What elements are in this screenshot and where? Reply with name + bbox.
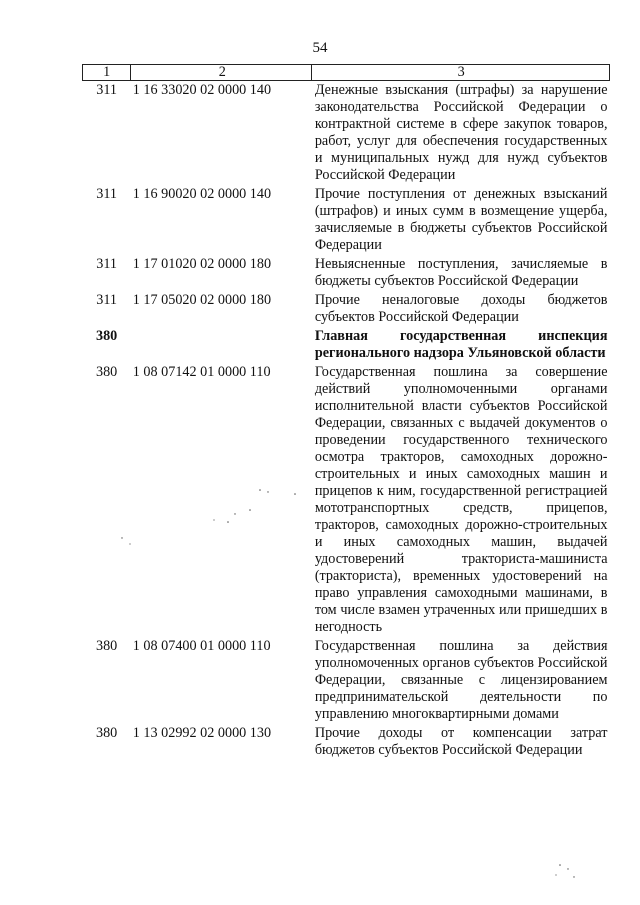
admin-code-cell: 380 [95,364,118,380]
revenue-codes-table [82,64,610,760]
table-row [83,81,610,186]
description-cell: Денежные взыскания (штрафы) за нарушение законодательства Российской Федерации о контрактной системе в сфере закупок товаров, работ, услуг для обеспечения государственных и муниципальных нужд для нужд субъектов Российской Федерации [314,82,608,183]
admin-code-cell: 311 [96,82,117,98]
table-row [83,185,610,255]
description-cell: Невыясненные поступления, зачисляемые в бюджеты субъектов Российской Федерации [314,256,608,289]
scan-noise-marks [550,855,590,885]
admin-code-cell: 311 [96,186,117,202]
kbk-code-cell: 1 16 90020 02 0000 140 [132,186,272,202]
kbk-code-cell [131,327,312,363]
table-row [83,291,610,327]
description-cell: Государственная пошлина за совершение действий уполномоченными органами исполнительной власти субъектов Российской Федерации, связанных с выдачей документов о проведении государственного технического осмотра тракторов, самоходных дорожно-строительных и иных самоходных машин и прицепов к ним, государственной регистрацией мототранспортных средств, прицепов, тракторов, самоходных дорожно-строительных и иных самоходных машин, выдачей удостоверений тракториста-машиниста (тракториста), временных удостоверений на право управления самоходными машинами, в том числе взамен утраченных или пришедших в негодность [314,364,608,635]
admin-code-cell: 380 [95,328,118,344]
table-row [83,637,610,724]
kbk-code-cell: 1 08 07142 01 0000 110 [132,364,271,380]
table-row [83,363,610,637]
column-header-1: 1 [83,65,131,81]
admin-code-cell: 311 [96,256,117,272]
kbk-code-cell: 1 13 02992 02 0000 130 [132,725,272,741]
table-row [83,724,610,760]
kbk-code-cell: 1 08 07400 01 0000 110 [132,638,271,654]
kbk-code-cell: 1 16 33020 02 0000 140 [132,82,272,98]
description-cell: Государственная пошлина за действия уполномоченных органов субъектов Российской Федерации, связанные с лицензированием предпринимательской деятельности по управлению многоквартирными домами [314,638,608,722]
column-header-2: 2 [131,65,312,81]
administrator-name-cell: Главная государственная инспекция регионального надзора Ульяновской области [314,328,608,361]
column-header-3: 3 [312,65,610,81]
description-cell: Прочие неналоговые доходы бюджетов субъектов Российской Федерации [314,292,608,325]
kbk-code-cell: 1 17 01020 02 0000 180 [132,256,272,272]
admin-code-cell: 311 [96,292,117,308]
admin-code-cell: 380 [95,638,118,654]
admin-code-cell: 380 [95,725,118,741]
administrator-heading-row [83,327,610,363]
description-cell: Прочие поступления от денежных взысканий (штрафов) и иных сумм в возмещение ущерба, зачисляемые в бюджеты субъектов Российской Федерации [314,186,608,253]
table-row [83,255,610,291]
page-number: 54 [312,40,328,56]
kbk-code-cell: 1 17 05020 02 0000 180 [132,292,272,308]
description-cell: Прочие доходы от компенсации затрат бюджетов субъектов Российской Федерации [314,725,608,758]
table-header-row [83,65,610,81]
